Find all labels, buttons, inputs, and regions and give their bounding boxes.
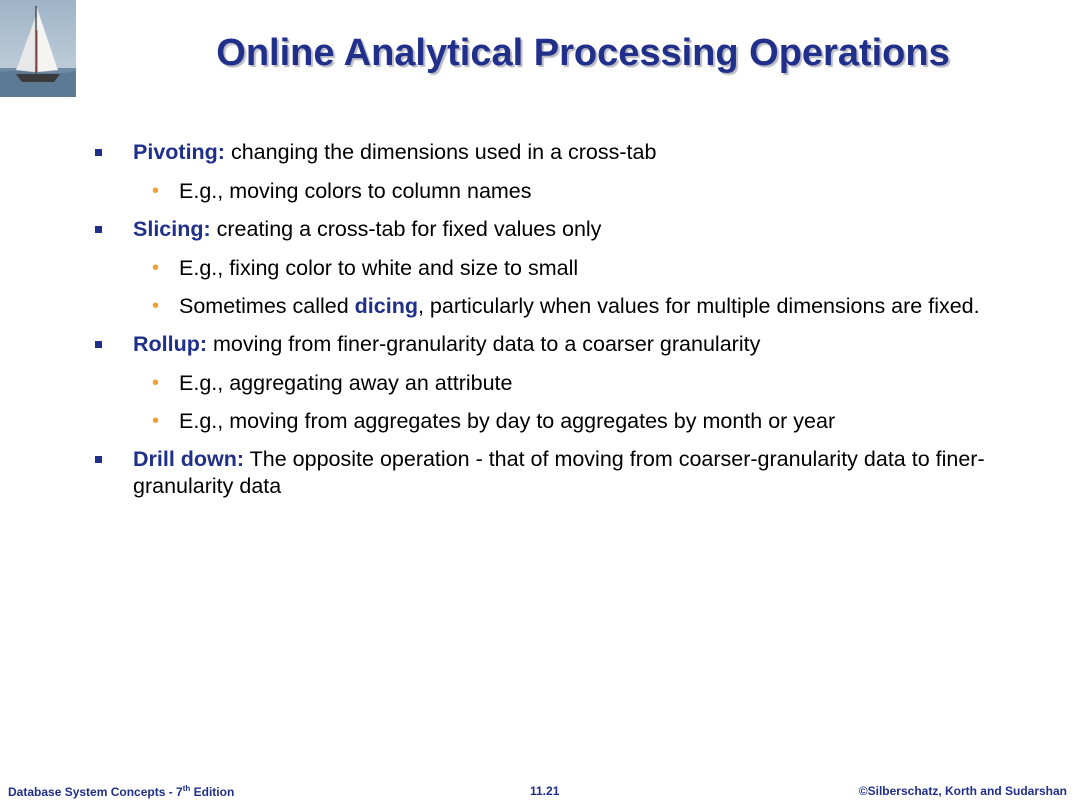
sub-bullet-text: E.g., moving from aggregates by day to aggregates by month or year [179, 409, 836, 433]
bullet-item [95, 216, 995, 243]
bullet-item [95, 139, 995, 166]
sub-bullet-text: E.g., aggregating away an attribute [179, 371, 513, 395]
bullet-item [95, 331, 995, 358]
dot-bullet-icon: • [152, 410, 160, 432]
square-bullet-icon [95, 341, 102, 348]
dot-bullet-icon: • [152, 257, 160, 279]
footer-edition: Database System Concepts - 7th Edition [8, 784, 235, 799]
sub-bullet-text: E.g., moving colors to column names [179, 179, 532, 203]
bullet-term: Drill down: [133, 447, 245, 471]
sub-bullet-text: Sometimes called [179, 294, 355, 318]
bullet-text: moving from finer-granularity data to a coarser granularity [207, 332, 761, 356]
sub-bullet-item [95, 178, 995, 204]
dot-bullet-icon: • [152, 180, 160, 202]
footer-slide-number: 11.21 [530, 784, 560, 798]
dot-bullet-icon: • [152, 295, 160, 317]
sub-bullet-item [95, 408, 995, 434]
sailboat-logo [0, 0, 76, 97]
sub-bullet-term: dicing [354, 294, 418, 318]
footer [0, 776, 1080, 810]
bullet-list [95, 139, 995, 512]
page-title: Online Analytical Processing Operations [216, 32, 950, 74]
bullet-item [95, 446, 995, 500]
bullet-text: changing the dimensions used in a cross-tab [224, 140, 657, 164]
bullet-text: creating a cross-tab for fixed values only [210, 217, 602, 241]
bullet-text: The opposite operation - that of moving from coarser-granularity data to finer-granularity data [133, 447, 985, 498]
square-bullet-icon [95, 456, 102, 463]
dot-bullet-icon: • [152, 372, 160, 394]
footer-copyright: ©Silberschatz, Korth and Sudarshan [858, 784, 1067, 798]
sub-bullet-item [95, 293, 995, 319]
square-bullet-icon [95, 149, 102, 156]
sub-bullet-item [95, 255, 995, 281]
bullet-term: Slicing: [133, 217, 211, 241]
sub-bullet-text: E.g., fixing color to white and size to small [179, 256, 579, 280]
bullet-term: Rollup: [133, 332, 208, 356]
bullet-term: Pivoting: [133, 140, 225, 164]
square-bullet-icon [95, 226, 102, 233]
sub-bullet-item [95, 370, 995, 396]
sub-bullet-text-end: , particularly when values for multiple dimensions are fixed. [417, 294, 980, 318]
